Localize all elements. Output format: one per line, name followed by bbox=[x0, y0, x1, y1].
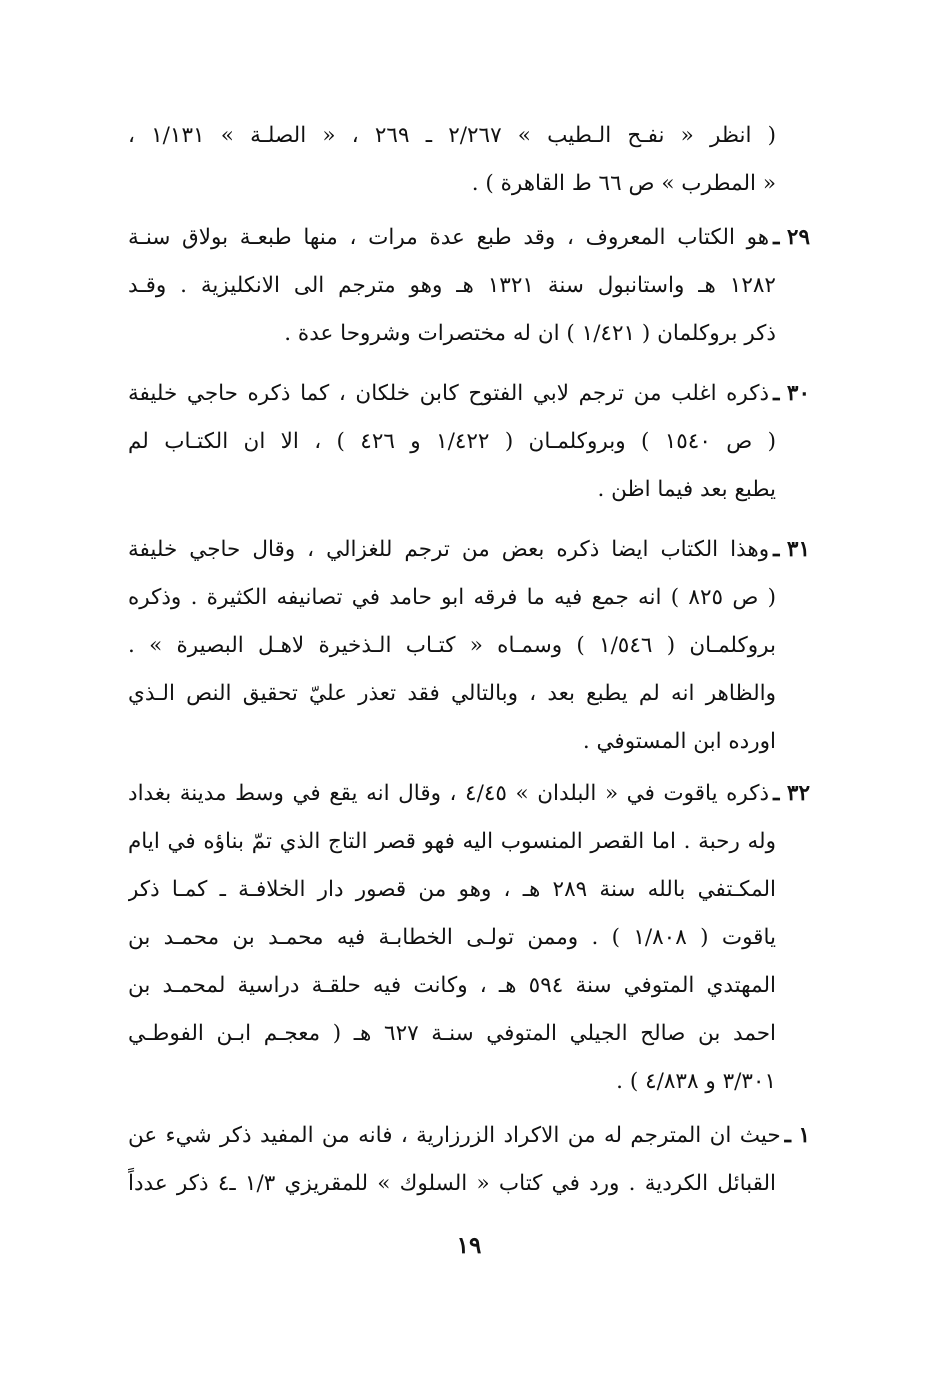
footnote-number: ٣١ ـ bbox=[773, 537, 810, 562]
text-line: ذكر بروكلمان ( ١/٤٢١ ) ان له مختصرات وشروحا عدة . bbox=[284, 321, 776, 346]
text-line: اورده ابن المستوفي . bbox=[582, 729, 776, 754]
page-number: ١٩ bbox=[456, 1232, 482, 1259]
text-line: وله رحبة . اما القصر المنسوب اليه فهو قصر التاج الذي تمّ بناؤه في ايام bbox=[128, 829, 776, 854]
text-line: ياقوت ( ١/٨٠٨ ) . وممن تولـى الخطابـة فيه محمـد بن محمـد بن bbox=[128, 925, 776, 950]
footnote-31 bbox=[128, 526, 810, 766]
text-line: القبائل الكردية . ورد في كتاب « السلوك » للمقريزي ١/٣ ـ٤ ذكر عدداً bbox=[128, 1171, 777, 1196]
intro-paragraph bbox=[128, 112, 810, 208]
footnote-number: ٣٠ ـ bbox=[773, 381, 810, 406]
text-line: ذكره ياقوت في « البلدان » ٤/٤٥ ، وقال انه يقع في وسط مدينة بغداد bbox=[128, 781, 770, 806]
text-line: ١٢٨٢ هـ واستانبول سنة ١٣٢١ هـ وهو مترجم الى الانكليزية . وقـد bbox=[128, 273, 776, 298]
footnote-30 bbox=[128, 370, 810, 514]
footnote-32 bbox=[128, 770, 810, 1106]
text-line: ٣/٣٠١ و ٤/٨٣٨ ) . bbox=[616, 1069, 776, 1094]
text-line: المهتدي المتوفي سنة ٥٩٤ هـ ، وكانت فيه حلقـة دراسية لمحمـد بن bbox=[128, 973, 776, 998]
text-line: هو الكتاب المعروف ، وقد طبع عدة مرات ، منها طبعـة بولاق سنـة bbox=[128, 225, 770, 250]
text-line: ( ص ١٥٤٠ ) وبروكلمـان ( ١/٤٢٢ و ٤٢٦ ) ، الا ان الكتـاب لم bbox=[128, 429, 776, 454]
footnote-number: ٣٢ ـ bbox=[773, 781, 810, 806]
footnote-29 bbox=[128, 214, 810, 358]
text-line: المكـتفي بالله سنة ٢٨٩ هـ ، وهو من قصور دار الخلافـة ـ كمـا ذكر bbox=[128, 877, 776, 902]
text-line: ذكره اغلب من ترجم لابي الفتوح كابن خلكان ، كما ذكره حاجي خليفة bbox=[128, 381, 770, 406]
footnote-number: ١ ـ bbox=[784, 1123, 810, 1148]
text-line: يطبع بعد فيما اظن . bbox=[597, 477, 776, 502]
text-line: وهذا الكتاب ايضا ذكره بعض من ترجم للغزالي ، وقال حاجي خليفة bbox=[128, 537, 770, 562]
text-line: والظاهر انه لم يطبع بعد ، وبالتالي فقد تعذر عليّ تحقيق النص الـذي bbox=[128, 681, 776, 706]
text-line: حيث ان المترجم له من الاكراد الزرزارية ، فانه من المفيد ذكر شيء عن bbox=[128, 1123, 781, 1148]
text-line: بروكلمـان ( ١/٥٤٦ ) وسمـاه « كتـاب الـذخيرة لاهـل البصيرة » . bbox=[128, 633, 776, 658]
text-line: احمد بن صالح الجيلي المتوفي سنـة ٦٢٧ هـ ( معجـم ابـن الفوطـي bbox=[128, 1021, 777, 1046]
footnote-1 bbox=[128, 1112, 810, 1208]
text-line: « المطرب » ص ٦٦ ط القاهرة ) . bbox=[471, 171, 776, 196]
footnote-number: ٢٩ ـ bbox=[773, 225, 810, 250]
text-line: ( انظر « نفـح الـطيب » ٢/٢٦٧ ـ ٢٦٩ ، « الصلـة » ١/١٣١ ، bbox=[128, 123, 776, 148]
text-line: ( ص ٨٢٥ ) انه جمع فيه ما فرقه ابو حامد في تصانيفه الكثيرة . وذكره bbox=[128, 585, 776, 610]
